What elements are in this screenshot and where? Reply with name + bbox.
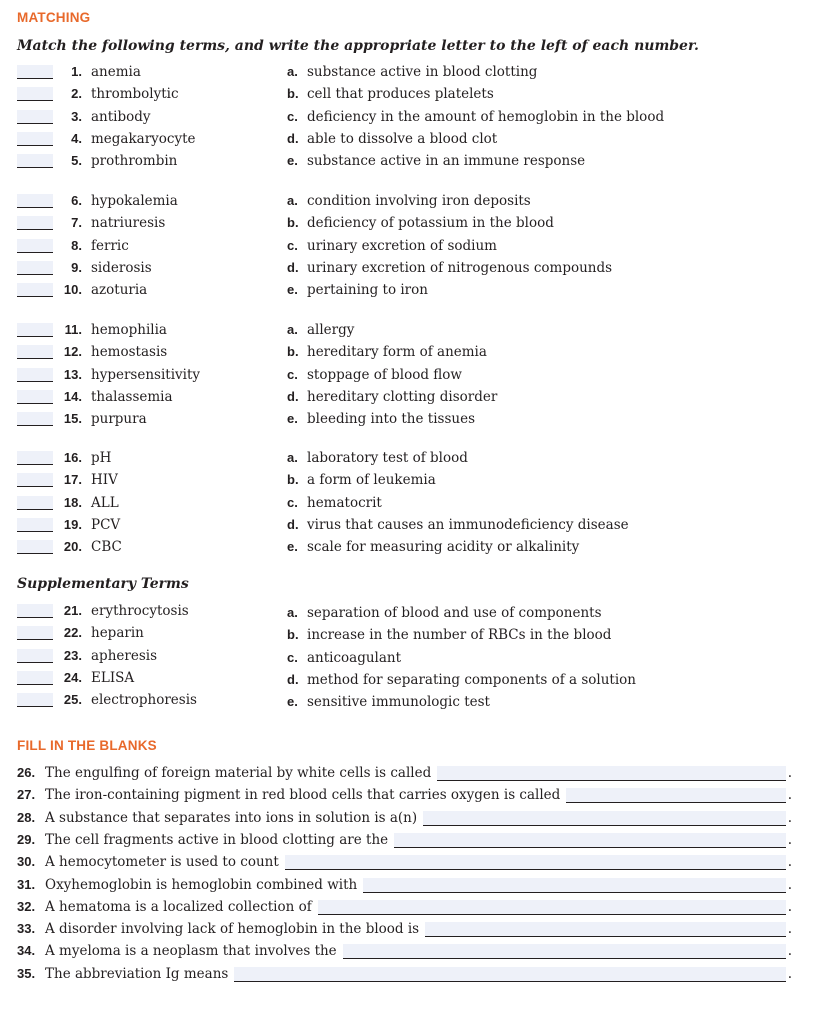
matching-row	[0, 282, 826, 302]
option-letter: b.	[287, 627, 299, 642]
item-number: 16.	[63, 450, 82, 465]
fill-in-row	[0, 877, 826, 897]
fill-in-row	[0, 765, 826, 785]
answer-blank[interactable]	[17, 671, 53, 685]
question-text: The engulfing of foreign material by white cells is called	[45, 765, 432, 781]
period: .	[787, 787, 792, 803]
matching-instructions: Match the following terms, and write the appropriate letter to the left of each number.	[17, 38, 699, 54]
period: .	[787, 877, 792, 893]
option-letter: e.	[287, 694, 298, 709]
answer-blank[interactable]	[17, 132, 53, 146]
answer-blank[interactable]	[17, 649, 53, 663]
answer-blank[interactable]	[17, 239, 53, 253]
item-number: 17.	[63, 472, 82, 487]
item-number: 1.	[71, 64, 82, 79]
matching-row	[0, 625, 826, 645]
item-number: 3.	[71, 109, 82, 124]
fill-in-row	[0, 966, 826, 986]
answer-blank[interactable]	[17, 283, 53, 297]
term: electrophoresis	[91, 692, 197, 708]
answer-blank[interactable]	[17, 451, 53, 465]
item-number: 8.	[71, 238, 82, 253]
term: antibody	[91, 109, 151, 125]
option-letter: a.	[287, 322, 298, 337]
definition: allergy	[307, 322, 355, 338]
item-number: 12.	[63, 344, 82, 359]
question-text: The cell fragments active in blood clotting are the	[45, 832, 389, 848]
option-letter: d.	[287, 131, 299, 146]
matching-row	[0, 648, 826, 668]
period: .	[787, 899, 792, 915]
definition: a form of leukemia	[307, 472, 436, 488]
definition: urinary excretion of sodium	[307, 238, 497, 254]
item-number: 15.	[63, 411, 82, 426]
definition: laboratory test of blood	[307, 450, 468, 466]
definition: deficiency in the amount of hemoglobin in the blood	[307, 109, 665, 125]
period: .	[787, 966, 792, 982]
matching-row	[0, 517, 826, 537]
question-text: A myeloma is a neoplasm that involves the	[45, 943, 337, 959]
period: .	[787, 832, 792, 848]
fill-in-row	[0, 832, 826, 852]
period: .	[787, 854, 792, 870]
fill-in-row	[0, 854, 826, 874]
item-number: 4.	[71, 131, 82, 146]
item-number: 26.	[17, 765, 36, 780]
matching-row	[0, 603, 826, 623]
item-number: 25.	[63, 692, 82, 707]
question-text: A hemocytometer is used to count	[45, 854, 279, 870]
term: hypersensitivity	[91, 367, 201, 383]
term: megakaryocyte	[91, 131, 196, 147]
option-letter: b.	[287, 472, 299, 487]
term: azoturia	[91, 282, 148, 298]
item-number: 30.	[17, 854, 36, 869]
answer-blank[interactable]	[17, 496, 53, 510]
definition: method for separating components of a solution	[307, 672, 636, 688]
answer-line[interactable]	[566, 788, 786, 803]
option-letter: e.	[287, 411, 298, 426]
item-number: 23.	[63, 648, 82, 663]
definition: separation of blood and use of components	[307, 605, 602, 621]
definition: substance active in an immune response	[307, 153, 586, 169]
item-number: 22.	[63, 625, 82, 640]
item-number: 29.	[17, 832, 36, 847]
fill-in-row	[0, 810, 826, 830]
term: CBC	[91, 539, 122, 555]
option-letter: c.	[287, 367, 298, 382]
option-letter: e.	[287, 282, 298, 297]
matching-row	[0, 153, 826, 173]
answer-blank[interactable]	[17, 473, 53, 487]
answer-blank[interactable]	[17, 323, 53, 337]
fill-in-row	[0, 943, 826, 963]
option-letter: a.	[287, 450, 298, 465]
item-number: 18.	[63, 495, 82, 510]
term: thrombolytic	[91, 86, 179, 102]
fill-in-heading: FILL IN THE BLANKS	[17, 738, 157, 753]
item-number: 6.	[71, 193, 82, 208]
definition: anticoagulant	[307, 650, 402, 666]
answer-line[interactable]	[425, 922, 786, 937]
matching-row	[0, 260, 826, 280]
matching-row	[0, 450, 826, 470]
matching-row	[0, 670, 826, 690]
item-number: 34.	[17, 943, 36, 958]
item-number: 33.	[17, 921, 36, 936]
question-text: The abbreviation Ig means	[45, 966, 229, 982]
period: .	[787, 943, 792, 959]
matching-row	[0, 367, 826, 387]
matching-heading: MATCHING	[17, 10, 91, 25]
matching-row	[0, 344, 826, 364]
term: HIV	[91, 472, 118, 488]
term: ALL	[91, 495, 119, 511]
question-text: The iron-containing pigment in red blood cells that carries oxygen is called	[45, 787, 561, 803]
answer-blank[interactable]	[17, 345, 53, 359]
option-letter: c.	[287, 109, 298, 124]
definition: substance active in blood clotting	[307, 64, 538, 80]
option-letter: d.	[287, 517, 299, 532]
definition: hereditary form of anemia	[307, 344, 487, 360]
matching-row	[0, 495, 826, 515]
option-letter: b.	[287, 215, 299, 230]
definition: urinary excretion of nitrogenous compounds	[307, 260, 613, 276]
question-text: A hematoma is a localized collection of	[45, 899, 312, 915]
answer-blank[interactable]	[17, 110, 53, 124]
item-number: 20.	[63, 539, 82, 554]
answer-line[interactable]	[234, 967, 786, 982]
matching-row	[0, 389, 826, 409]
matching-row	[0, 411, 826, 431]
item-number: 7.	[71, 215, 82, 230]
item-number: 21.	[63, 603, 82, 618]
supplementary-title: Supplementary Terms	[17, 576, 189, 592]
matching-row	[0, 109, 826, 129]
answer-blank[interactable]	[17, 154, 53, 168]
answer-blank[interactable]	[17, 87, 53, 101]
matching-row	[0, 238, 826, 258]
definition: deficiency of potassium in the blood	[307, 215, 554, 231]
term: PCV	[91, 517, 121, 533]
option-letter: c.	[287, 650, 298, 665]
matching-row	[0, 86, 826, 106]
definition: hereditary clotting disorder	[307, 389, 498, 405]
term: heparin	[91, 625, 144, 641]
definition: condition involving iron deposits	[307, 193, 531, 209]
answer-blank[interactable]	[17, 65, 53, 79]
item-number: 28.	[17, 810, 36, 825]
item-number: 2.	[71, 86, 82, 101]
question-text: A disorder involving lack of hemoglobin in the blood is	[45, 921, 420, 937]
period: .	[787, 921, 792, 937]
term: thalassemia	[91, 389, 173, 405]
item-number: 24.	[63, 670, 82, 685]
item-number: 10.	[63, 282, 82, 297]
term: hemostasis	[91, 344, 168, 360]
question-text: A substance that separates into ions in solution is a(n)	[45, 810, 418, 826]
term: apheresis	[91, 648, 157, 664]
definition: virus that causes an immunodeficiency disease	[307, 517, 629, 533]
answer-blank[interactable]	[17, 518, 53, 532]
option-letter: b.	[287, 344, 299, 359]
option-letter: d.	[287, 260, 299, 275]
answer-blank[interactable]	[17, 368, 53, 382]
option-letter: e.	[287, 153, 298, 168]
term: anemia	[91, 64, 141, 80]
option-letter: e.	[287, 539, 298, 554]
matching-row	[0, 692, 826, 712]
answer-blank[interactable]	[17, 626, 53, 640]
option-letter: c.	[287, 495, 298, 510]
option-letter: a.	[287, 605, 298, 620]
answer-line[interactable]	[285, 855, 786, 870]
definition: able to dissolve a blood clot	[307, 131, 498, 147]
fill-in-row	[0, 899, 826, 919]
definition: hematocrit	[307, 495, 382, 511]
matching-row	[0, 322, 826, 342]
item-number: 27.	[17, 787, 36, 802]
term: prothrombin	[91, 153, 178, 169]
matching-row	[0, 472, 826, 492]
option-letter: c.	[287, 238, 298, 253]
answer-blank[interactable]	[17, 194, 53, 208]
item-number: 13.	[63, 367, 82, 382]
item-number: 14.	[63, 389, 82, 404]
matching-row	[0, 131, 826, 151]
period: .	[787, 765, 792, 781]
answer-blank[interactable]	[17, 540, 53, 554]
answer-blank[interactable]	[17, 412, 53, 426]
item-number: 9.	[71, 260, 82, 275]
answer-blank[interactable]	[17, 693, 53, 707]
term: hemophilia	[91, 322, 167, 338]
definition: increase in the number of RBCs in the blood	[307, 627, 612, 643]
term: natriuresis	[91, 215, 166, 231]
answer-blank[interactable]	[17, 390, 53, 404]
definition: sensitive immunologic test	[307, 694, 490, 710]
definition: pertaining to iron	[307, 282, 428, 298]
answer-line[interactable]	[318, 900, 786, 915]
definition: scale for measuring acidity or alkalinity	[307, 539, 580, 555]
answer-blank[interactable]	[17, 216, 53, 230]
term: pH	[91, 450, 112, 466]
term: purpura	[91, 411, 147, 427]
answer-line[interactable]	[423, 811, 786, 826]
answer-blank[interactable]	[17, 261, 53, 275]
definition: cell that produces platelets	[307, 86, 494, 102]
term: hypokalemia	[91, 193, 178, 209]
item-number: 31.	[17, 877, 36, 892]
definition: bleeding into the tissues	[307, 411, 475, 427]
question-text: Oxyhemoglobin is hemoglobin combined with	[45, 877, 358, 893]
answer-line[interactable]	[394, 833, 786, 848]
matching-row	[0, 64, 826, 84]
fill-in-row	[0, 921, 826, 941]
answer-line[interactable]	[343, 944, 786, 959]
matching-row	[0, 193, 826, 213]
option-letter: d.	[287, 672, 299, 687]
option-letter: a.	[287, 193, 298, 208]
item-number: 35.	[17, 966, 36, 981]
item-number: 11.	[64, 322, 82, 337]
fill-in-row	[0, 787, 826, 807]
answer-line[interactable]	[437, 766, 786, 781]
period: .	[787, 810, 792, 826]
definition: stoppage of blood flow	[307, 367, 462, 383]
term: ELISA	[91, 670, 135, 686]
matching-row	[0, 539, 826, 559]
item-number: 5.	[71, 153, 82, 168]
item-number: 32.	[17, 899, 36, 914]
term: erythrocytosis	[91, 603, 189, 619]
answer-blank[interactable]	[17, 604, 53, 618]
term: ferric	[91, 238, 129, 254]
term: siderosis	[91, 260, 152, 276]
answer-line[interactable]	[363, 878, 786, 893]
item-number: 19.	[63, 517, 82, 532]
option-letter: a.	[287, 64, 298, 79]
option-letter: b.	[287, 86, 299, 101]
matching-row	[0, 215, 826, 235]
option-letter: d.	[287, 389, 299, 404]
